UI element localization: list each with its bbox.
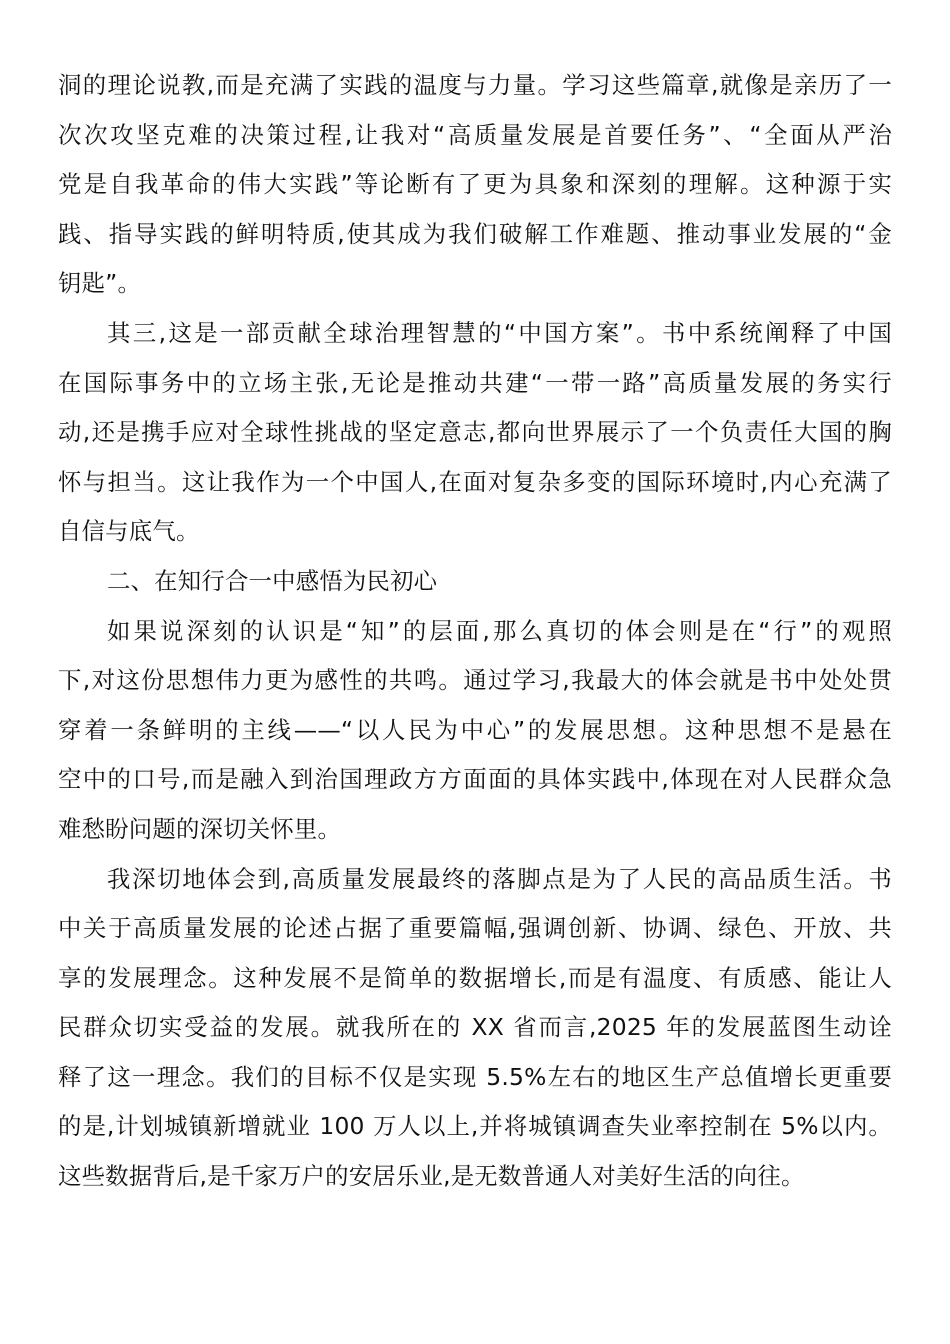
text-line: 这些数据背后,是千家万户的安居乐业,是无数普通人对美好生活的向往。 <box>58 1162 805 1191</box>
text-line: 次次攻坚克难的决策过程,让我对“高质量发展是首要任务”、“全面从严治 <box>58 120 892 149</box>
text-line: 怀与担当。这让我作为一个中国人,在面对复杂多变的国际环境时,内心充满了 <box>58 467 892 496</box>
text-line: 空中的口号,而是融入到治国理政方方面面的具体实践中,体现在对人民群众急 <box>58 765 892 794</box>
text-line: 党是自我革命的伟大实践”等论断有了更为具象和深刻的理解。这种源于实 <box>58 170 892 199</box>
text-line: 在国际事务中的立场主张,无论是推动共建“一带一路”高质量发展的务实行 <box>58 368 892 397</box>
paragraph-china-solution <box>58 309 898 557</box>
text-line: 的是,计划城镇新增就业 100 万人以上,并将城镇调查失业率控制在 5%以内。 <box>58 1112 892 1141</box>
text-line: 民群众切实受益的发展。就我所在的 XX 省而言,2025 年的发展蓝图生动诠 <box>58 1013 892 1042</box>
text-line: 享的发展理念。这种发展不是简单的数据增长,而是有温度、有质感、能让人 <box>58 963 892 992</box>
text-line: 动,还是携手应对全球性挑战的坚定意志,都向世界展示了一个负责任大国的胸 <box>58 418 892 447</box>
text-line: 自信与底气。 <box>58 517 200 546</box>
text-line: 下,对这份思想伟力更为感性的共鸣。通过学习,我最大的体会就是书中处处贯 <box>58 666 892 695</box>
text-line: 钥匙”。 <box>58 269 142 298</box>
paragraph-high-quality-development <box>58 855 898 1202</box>
document-page <box>58 61 898 1202</box>
paragraph-people-centered <box>58 607 898 855</box>
text-line: 穿着一条鲜明的主线——“以人民为中心”的发展思想。这种思想不是悬在 <box>58 715 892 744</box>
text-line: 践、指导实践的鲜明特质,使其成为我们破解工作难题、推动事业发展的“金 <box>58 219 892 248</box>
section-heading: 二、在知行合一中感悟为民初心 <box>107 566 438 595</box>
text-line: 我深切地体会到,高质量发展最终的落脚点是为了人民的高品质生活。书 <box>107 864 892 893</box>
text-line: 洞的理论说教,而是充满了实践的温度与力量。学习这些篇章,就像是亲历了一 <box>58 71 892 99</box>
text-line: 中关于高质量发展的论述占据了重要篇幅,强调创新、协调、绿色、开放、共 <box>58 914 892 943</box>
paragraph-continued-practice <box>58 61 898 309</box>
text-line: 其三,这是一部贡献全球治理智慧的“中国方案”。书中系统阐释了中国 <box>107 318 892 347</box>
text-line: 释了这一理念。我们的目标不仅是实现 5.5%左右的地区生产总值增长更重要 <box>58 1062 892 1091</box>
text-line: 难愁盼问题的深切关怀里。 <box>58 814 342 843</box>
text-line: 如果说深刻的认识是“知”的层面,那么真切的体会则是在“行”的观照 <box>107 616 892 645</box>
